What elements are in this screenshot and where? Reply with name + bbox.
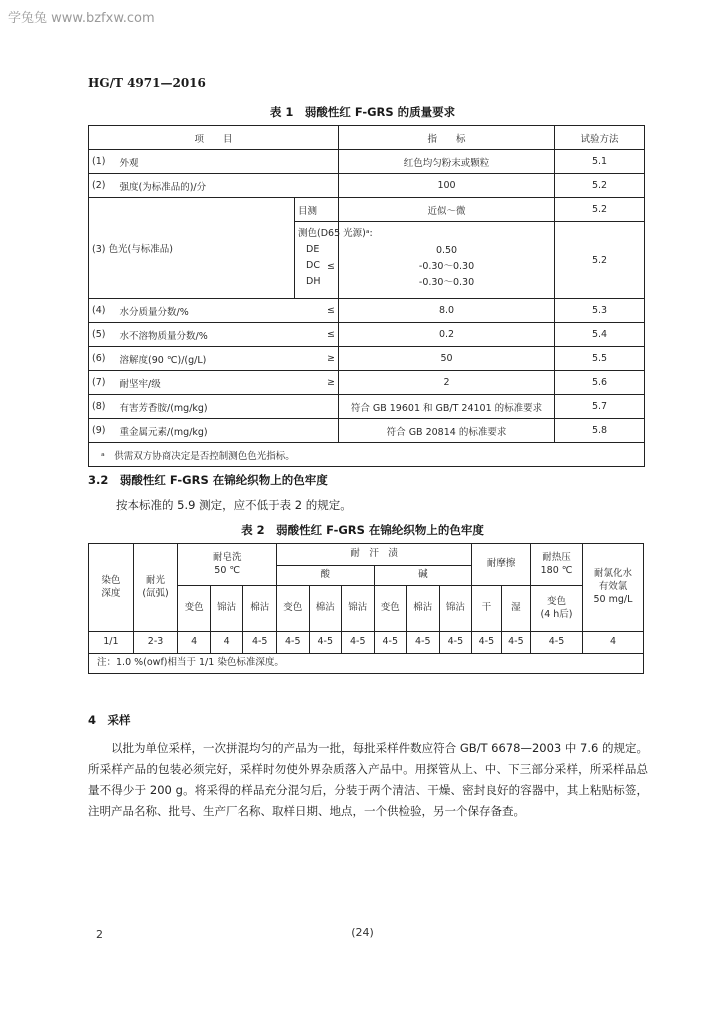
col-header-indicator: 指 标 — [339, 126, 555, 150]
le-symbol: ≤ — [327, 260, 336, 272]
row-name: 耐坚牢/级 — [119, 378, 161, 390]
shade-de-label: DE — [306, 244, 320, 255]
row-no: (3) — [92, 244, 106, 255]
shade-instrument-label: 测色(D65 光源)ᵃ: — [298, 228, 373, 239]
table2-note: 注：1.0 %(owf)相当于 1/1 染色标准深度。 — [89, 654, 644, 674]
header-light: 耐光 (氙弧) — [133, 544, 178, 632]
row-name: 色光(与标准品) — [108, 244, 173, 255]
row-method: 5.4 — [555, 323, 645, 347]
header-heat: 耐热压 180 ℃ — [531, 544, 583, 586]
value-cell: 2-3 — [133, 632, 178, 654]
table-footnote-row — [89, 443, 645, 467]
page-number: 2 — [96, 928, 103, 941]
row-value: 2 — [339, 371, 555, 395]
shade-visual-value: 近似～微 — [339, 198, 555, 222]
header-acid: 酸 — [276, 566, 374, 586]
value-cell: 4-5 — [407, 632, 440, 654]
row-value: 100 — [339, 174, 555, 198]
shade-dh-value: -0.30～0.30 — [418, 277, 475, 288]
header-depth: 染色 深度 — [89, 544, 134, 632]
shade-item-cell — [89, 198, 295, 299]
value-cell: 1/1 — [89, 632, 134, 654]
row-symbol: ≤ — [327, 329, 336, 340]
value-cell: 4 — [210, 632, 243, 654]
table-row — [89, 174, 645, 198]
shade-instrument-labels — [295, 222, 373, 299]
row-value: 红色均匀粉末或颗粒 — [339, 150, 555, 174]
col-header-item: 项 目 — [89, 126, 339, 150]
watermark: 学兔兔 www.bzfxw.com — [8, 11, 155, 26]
section-4-title: 4 采样 — [88, 713, 131, 727]
header-stain-nylon: 锦沾 — [210, 586, 243, 632]
col-header-method: 试验方法 — [555, 126, 645, 150]
row-name: 溶解度(90 ℃)/(g/L) — [119, 354, 207, 366]
header-sweat: 耐 汗 渍 — [276, 544, 471, 566]
table2-header-row-1 — [89, 544, 644, 566]
shade-dc-value: -0.30～0.30 — [418, 261, 475, 272]
value-cell: 4-5 — [309, 632, 342, 654]
row-no: (9) — [89, 419, 117, 443]
row-method: 5.6 — [555, 371, 645, 395]
row-symbol: ≥ — [327, 353, 336, 364]
value-cell: 4 — [582, 632, 643, 654]
header-stain-cotton: 棉沾 — [243, 586, 277, 632]
table-row — [89, 299, 645, 323]
row-value: 8.0 — [339, 299, 555, 323]
value-cell: 4-5 — [501, 632, 530, 654]
value-cell: 4-5 — [374, 632, 407, 654]
row-no: (7) — [89, 371, 117, 395]
header-stain-cotton: 棉沾 — [309, 586, 342, 632]
table-row — [89, 150, 645, 174]
header-rub: 耐摩擦 — [472, 544, 531, 586]
table1-caption: 表 1 弱酸性红 F-GRS 的质量要求 — [269, 105, 456, 119]
section-3-2-body: 按本标准的 5.9 测定，应不低于表 2 的规定。 — [116, 498, 352, 512]
row-symbol: ≤ — [327, 305, 336, 316]
row-no: (1) — [89, 150, 117, 174]
row-name: 强度(为标准品的)/分 — [117, 174, 339, 198]
table-row — [89, 632, 644, 654]
header-stain-cotton: 棉沾 — [407, 586, 440, 632]
shade-dc-label: DC — [306, 260, 320, 271]
shade-visual-label: 目测 — [295, 198, 339, 222]
row-method: 5.2 — [555, 174, 645, 198]
row-no: (8) — [89, 395, 117, 419]
row-no: (5) — [89, 323, 117, 347]
shade-dh-label: DH — [306, 276, 321, 287]
header-change: 变色 — [178, 586, 211, 632]
value-cell: 4-5 — [342, 632, 375, 654]
header-stain-nylon: 锦沾 — [439, 586, 472, 632]
table-row — [89, 395, 645, 419]
row-name: 重金属元素/(mg/kg) — [117, 419, 339, 443]
header-stain-nylon: 锦沾 — [342, 586, 375, 632]
row-name-cell — [117, 323, 339, 347]
header-wash: 耐皂洗 50 ℃ — [178, 544, 277, 586]
footer-center: (24) — [351, 926, 374, 939]
value-cell: 4-5 — [472, 632, 501, 654]
row-value: 符合 GB 20814 的标准要求 — [339, 419, 555, 443]
value-cell: 4 — [178, 632, 211, 654]
row-name: 有害芳香胺/(mg/kg) — [117, 395, 339, 419]
value-cell: 4-5 — [243, 632, 277, 654]
standard-code: HG/T 4971—2016 — [88, 76, 206, 90]
row-name-cell — [117, 371, 339, 395]
table2-note-row — [89, 654, 644, 674]
header-heat-change: 变色 (4 h后) — [531, 586, 583, 632]
row-no: (4) — [89, 299, 117, 323]
row-method: 5.1 — [555, 150, 645, 174]
row-method: 5.8 — [555, 419, 645, 443]
value-cell: 4-5 — [276, 632, 309, 654]
header-alkali: 碱 — [374, 566, 472, 586]
header-change: 变色 — [276, 586, 309, 632]
header-dry: 干 — [472, 586, 501, 632]
table-row — [89, 371, 645, 395]
header-chlorine: 耐氯化水 有效氯 50 mg/L — [582, 544, 643, 632]
row-value: 0.2 — [339, 323, 555, 347]
table-header-row — [89, 126, 645, 150]
color-fastness-table — [88, 543, 644, 674]
shade-de-value: 0.50 — [435, 245, 458, 256]
shade-instrument-method: 5.2 — [555, 222, 645, 299]
row-method: 5.7 — [555, 395, 645, 419]
row-value: 50 — [339, 347, 555, 371]
row-name: 外观 — [117, 150, 339, 174]
shade-visual-method: 5.2 — [555, 198, 645, 222]
row-value: 符合 GB 19601 和 GB/T 24101 的标准要求 — [339, 395, 555, 419]
header-wet: 湿 — [501, 586, 530, 632]
header-change: 变色 — [374, 586, 407, 632]
row-name-cell — [117, 299, 339, 323]
row-symbol: ≥ — [327, 377, 336, 388]
table2-caption: 表 2 弱酸性红 F-GRS 在锦纶织物上的色牢度 — [241, 523, 484, 537]
row-name: 水不溶物质量分数/% — [119, 330, 208, 342]
quality-requirements-table — [88, 125, 645, 467]
row-no: (2) — [89, 174, 117, 198]
section-3-2-title: 3.2 弱酸性红 F-GRS 在锦纶织物上的色牢度 — [88, 473, 328, 487]
table-row — [89, 347, 645, 371]
table-row-shade-visual — [89, 198, 645, 222]
table-row — [89, 323, 645, 347]
row-no: (6) — [89, 347, 117, 371]
section-4-body: 以批为单位采样，一次拼混均匀的产品为一批，每批采样件数应符合 GB/T 6678—2003 中 7.6 的规定。所采样产品的包装必须完好，采样时勿使外界杂质落入产品中。用探管从上、中、下三部分采样，所采样品总量不得少于 200 g。将采得的样品充分混匀后，分装于两个清洁、干燥、密封良好的容器中，其上粘贴标签，注明产品名称、批号、生产厂名称、取样日期、地点，一个供检验，另一个保存备查。 — [88, 741, 648, 818]
row-name-cell — [117, 347, 339, 371]
table1-footnote: ᵃ 供需双方协商决定是否控制测色色光指标。 — [89, 443, 645, 467]
row-method: 5.3 — [555, 299, 645, 323]
table-row — [89, 419, 645, 443]
value-cell: 4-5 — [439, 632, 472, 654]
value-cell: 4-5 — [531, 632, 583, 654]
row-name: 水分质量分数/% — [119, 306, 189, 318]
row-method: 5.5 — [555, 347, 645, 371]
